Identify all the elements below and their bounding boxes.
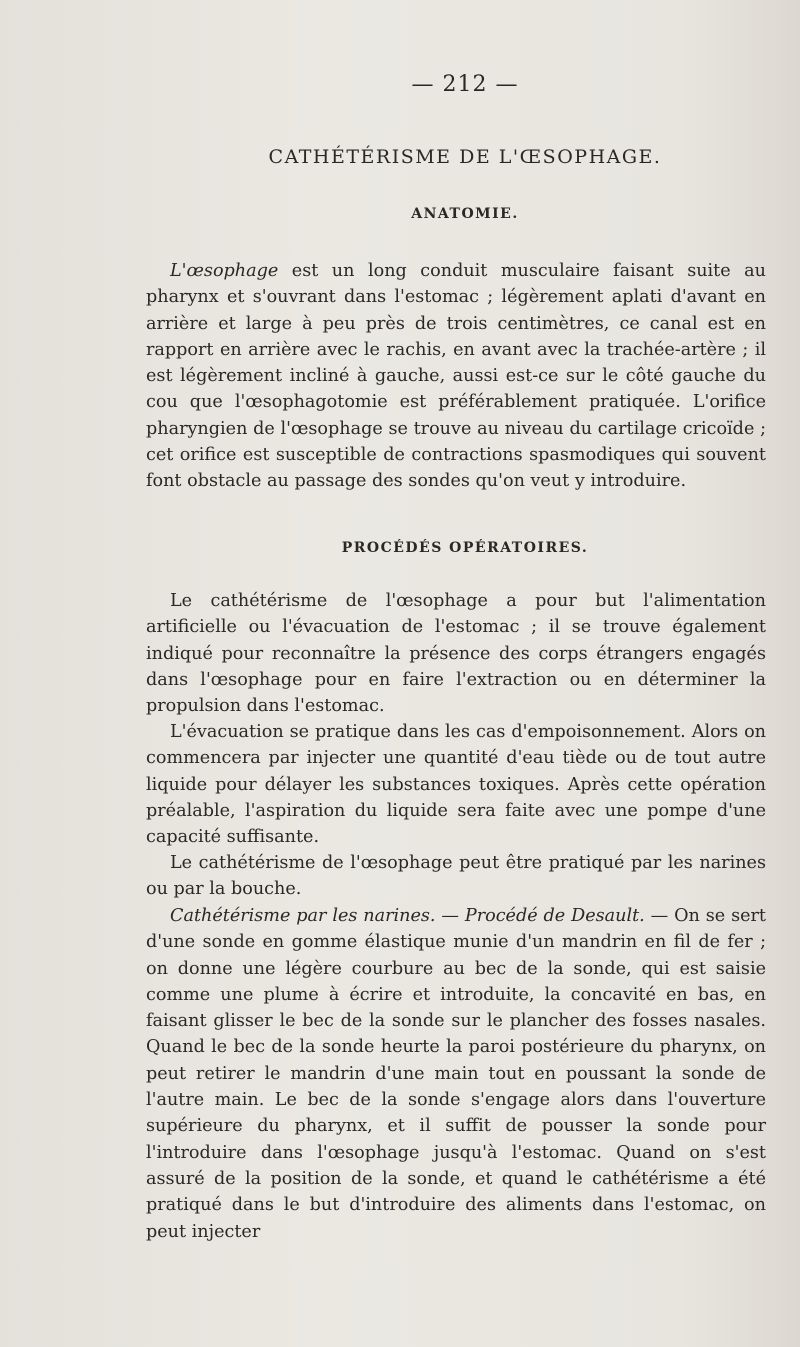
paragraph-lead-italic: Cathétérisme par les narines. — Procédé de Desault.: [170, 906, 645, 926]
paragraph-text: L'évacuation se pratique dans les cas d'empoisonnement. Alors on commencera par injecter une quantité d'eau tiède ou de tout autre liquide pour délayer les substances toxiques. Après cette opération préalable, l'aspiration du liquide sera faite avec une pompe d'une capacité suffisante.: [146, 722, 766, 848]
paragraph-evacuation: [146, 719, 766, 850]
paragraph-desault: [146, 903, 766, 1245]
section-heading-procedes: PROCÉDÉS OPÉRATOIRES.: [341, 540, 589, 556]
chapter-title: CATHÉTÉRISME DE L'ŒSOPHAGE.: [268, 146, 662, 168]
paragraph-text: — On se sert d'une sonde en gomme élastique munie d'un mandrin en fil de fer ; on donne une légère courbure au bec de la sonde, qui est saisie comme une plume à écrire et introduite, la concavité en bas, en faisant glisser le bec de la sonde sur le plancher des fosses nasales. Quand le bec de la sonde heurte la paroi postérieure du pharynx, on peut retirer le mandrin d'une main tout en poussant la sonde de l'autre main. Le bec de la sonde s'engage alors dans l'ouverture supérieure du pharynx, et il suffit de pousser la sonde pour l'introduire dans l'œsophage jusqu'à l'estomac. Quand on s'est assuré de la position de la sonde, et quand le cathétérisme a été pratiqué dans le but d'introduire des aliments dans l'estomac, on peut injecter: [146, 906, 766, 1242]
paragraph-text: est un long conduit musculaire faisant suite au pharynx et s'ouvrant dans l'estomac ; légèrement aplati d'avant en arrière et large à peu près de trois centimètres, ce canal est en rapport en arrière avec le rachis, en avant avec la trachée-artère ; il est légèrement incliné à gauche, aussi est-ce sur le côté gauche du cou que l'œsophagotomie est préférablement pratiquée. L'orifice pharyngien de l'œsophage se trouve au niveau du cartilage cricoïde ; cet orifice est susceptible de contractions spasmodiques qui souvent font obstacle au passage des sondes qu'on veut y introduire.: [146, 261, 766, 492]
section-heading-anatomie: ANATOMIE.: [411, 206, 519, 222]
paragraph-text: Le cathétérisme de l'œsophage peut être pratiqué par les narines ou par la bouche.: [146, 853, 766, 900]
paragraph-lead-italic: L'œsophage: [170, 261, 279, 281]
paragraph-intro: [146, 588, 766, 719]
page-number: — 212 —: [411, 72, 519, 97]
paragraph-text: Le cathétérisme de l'œsophage a pour but l'alimentation artificielle ou l'évacuation de l'estomac ; il se trouve également indiqué pour reconnaître la présence des corps étrangers engagés dans l'œsophage pour en faire l'extraction ou en déterminer la propulsion dans l'estomac.: [146, 591, 766, 717]
paragraph-voies: [146, 850, 766, 903]
paragraph-anatomie: [146, 258, 766, 495]
